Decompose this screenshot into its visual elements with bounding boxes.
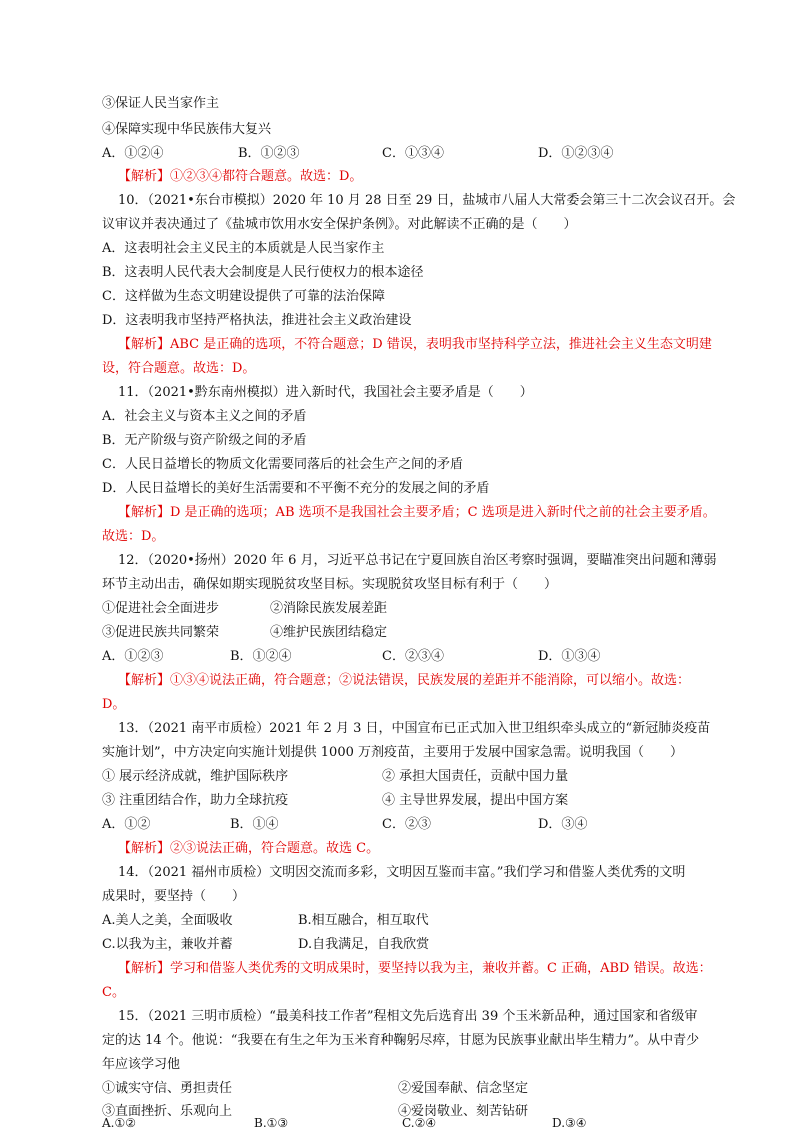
q14-option-a: A.美人之美，全面吸收: [102, 913, 233, 928]
q9-option-d: D．①②③④: [538, 146, 614, 161]
q14-option-d: D.自我满足，自我欣赏: [298, 937, 430, 952]
q14-stem-line1: 14．（2021 福州市质检）文明因交流而多彩，文明因互鉴而丰富。”我们学习和借鉴人类优秀的文明: [118, 865, 686, 880]
q12-option-b: B．①②④: [230, 649, 292, 664]
q15-stem-line1: 15．（2021 三明市质检）“最美科技工作者”程相文先后选育出 39 个玉米新品种，通过国家和省级审: [118, 1009, 698, 1024]
q9-item-4: ④保障实现中华民族伟大复兴: [102, 122, 272, 137]
q15-stem-line2: 定的达 14 个。他说：“我要在有生之年为玉米育种鞠躬尽瘁，甘愿为民族事业献出毕生精力”。从中青少: [102, 1033, 700, 1048]
q15-item-2: ②爱国奉献、信念坚定: [398, 1081, 529, 1096]
q15-item-1: ①诚实守信、勇担责任: [102, 1081, 233, 1096]
q13-option-c: C．②③: [382, 817, 431, 832]
q10-option-c: C．这样做为生态文明建设提供了可靠的法治保障: [102, 289, 385, 304]
q12-stem-line1: 12．（2020•扬州）2020 年 6 月，习近平总书记在宁夏回族自治区考察时强调，要瞄准突出问题和薄弱: [118, 553, 717, 568]
q13-item-2: ② 承担大国责任，贡献中国力量: [382, 769, 569, 784]
q10-option-d: D．这表明我市坚持严格执法，推进社会主义政治建设: [102, 313, 412, 328]
q13-option-d: D．③④: [538, 817, 588, 832]
q13-option-a: A．①②: [102, 817, 151, 832]
q10-stem-line2: 议审议并表决通过了《盐城市饮用水安全保护条例》。对此解读不正确的是（ ）: [102, 217, 577, 232]
q15-option-a: A.①②: [102, 1116, 136, 1130]
q13-item-4: ④ 主导世界发展，提出中国方案: [382, 793, 569, 808]
q14-stem-line2: 成果时，要坚持（ ）: [102, 889, 246, 904]
q13-stem-line2: 实施计划”，中方决定向实施计划提供 1000 万剂疫苗，主要用于发展中国家急需。说明我国（ ）: [102, 745, 683, 760]
q11-analysis-line1: 【解析】D 是正确的选项；AB 选项不是我国社会主要矛盾；C 选项是进入新时代之前的社会主要矛盾。: [118, 505, 716, 520]
q15-item-3: ③直面挫折、乐观向上: [102, 1104, 233, 1119]
q9-option-c: C．①③④: [382, 146, 444, 161]
q12-option-a: A．①②③: [102, 649, 164, 664]
q14-option-c: C.以我为主，兼收并蓄: [102, 937, 233, 952]
q10-analysis-line1: 【解析】ABC 是正确的选项，不符合题意；D 错误，表明我市坚持科学立法，推进社会主义生态文明建: [118, 337, 712, 352]
q12-analysis-line2: D。: [102, 697, 126, 712]
q11-option-d: D．人民日益增长的美好生活需要和不平衡不充分的发展之间的矛盾: [102, 481, 490, 496]
q12-option-c: C．②③④: [382, 649, 444, 664]
q11-analysis-line2: 故选：D。: [102, 529, 165, 544]
q9-option-a: A．①②④: [102, 146, 164, 161]
q14-analysis-line2: C。: [102, 985, 125, 1000]
q12-item-2: ②消除民族发展差距: [270, 601, 388, 616]
q12-option-d: D．①③④: [538, 649, 601, 664]
q11-option-a: A．社会主义与资本主义之间的矛盾: [102, 409, 307, 424]
q14-option-b: B.相互融合，相互取代: [298, 913, 429, 928]
q15-option-d: D.③④: [552, 1116, 587, 1130]
q13-option-b: B．①④: [230, 817, 279, 832]
q15-option-b: B.①③: [254, 1116, 289, 1130]
q12-analysis-line1: 【解析】①③④说法正确，符合题意；②说法错误，民族发展的差距并不能消除，可以缩小。故选：: [118, 673, 691, 688]
q13-stem-line1: 13．（2021 南平市质检）2021 年 2 月 3 日，中国宣布已正式加入世卫组织牵头成立的“新冠肺炎疫苗: [118, 721, 711, 736]
q12-item-4: ④维护民族团结稳定: [270, 625, 388, 640]
q15-stem-line3: 年应该学习他: [102, 1057, 181, 1072]
q14-analysis-line1: 【解析】学习和借鉴人类优秀的文明成果时，要坚持以我为主，兼收并蓄。C 正确，ABD 错误。故选：: [118, 961, 712, 976]
q12-item-1: ①促进社会全面进步: [102, 601, 220, 616]
q13-item-1: ① 展示经济成就，维护国际秩序: [102, 769, 289, 784]
q9-item-3: ③保证人民当家作主: [102, 96, 220, 111]
q10-stem-line1: 10．（2021•东台市模拟）2020 年 10 月 28 日至 29 日，盐城市八届人大常委会第三十二次会议召开。会: [118, 193, 736, 208]
q10-analysis-line2: 设，符合题意。故选：D。: [102, 361, 256, 376]
q12-stem-line2: 环节主动出击，确保如期实现脱贫攻坚目标。实现脱贫攻坚目标有利于（ ）: [102, 577, 558, 592]
q13-item-3: ③ 注重团结合作，助力全球抗疫: [102, 793, 289, 808]
q10-option-a: A．这表明社会主义民主的本质就是人民当家作主: [102, 241, 385, 256]
q15-item-4: ④爱岗敬业、刻苦钻研: [398, 1104, 529, 1119]
q9-analysis: 【解析】①②③④都符合题意。故选：D。: [118, 169, 363, 184]
q9-option-b: B．①②③: [238, 146, 300, 161]
q11-stem: 11．（2021•黔东南州模拟）进入新时代，我国社会主要矛盾是（ ）: [118, 385, 533, 400]
q11-option-c: C．人民日益增长的物质文化需要同落后的社会生产之间的矛盾: [102, 457, 463, 472]
q13-analysis: 【解析】②③说法正确，符合题意。故选 C。: [118, 841, 380, 856]
q15-option-c: C.②④: [402, 1116, 437, 1130]
q11-option-b: B．无产阶级与资产阶级之间的矛盾: [102, 433, 307, 448]
q10-option-b: B．这表明人民代表大会制度是人民行使权力的根本途径: [102, 265, 424, 280]
q12-item-3: ③促进民族共同繁荣: [102, 625, 220, 640]
